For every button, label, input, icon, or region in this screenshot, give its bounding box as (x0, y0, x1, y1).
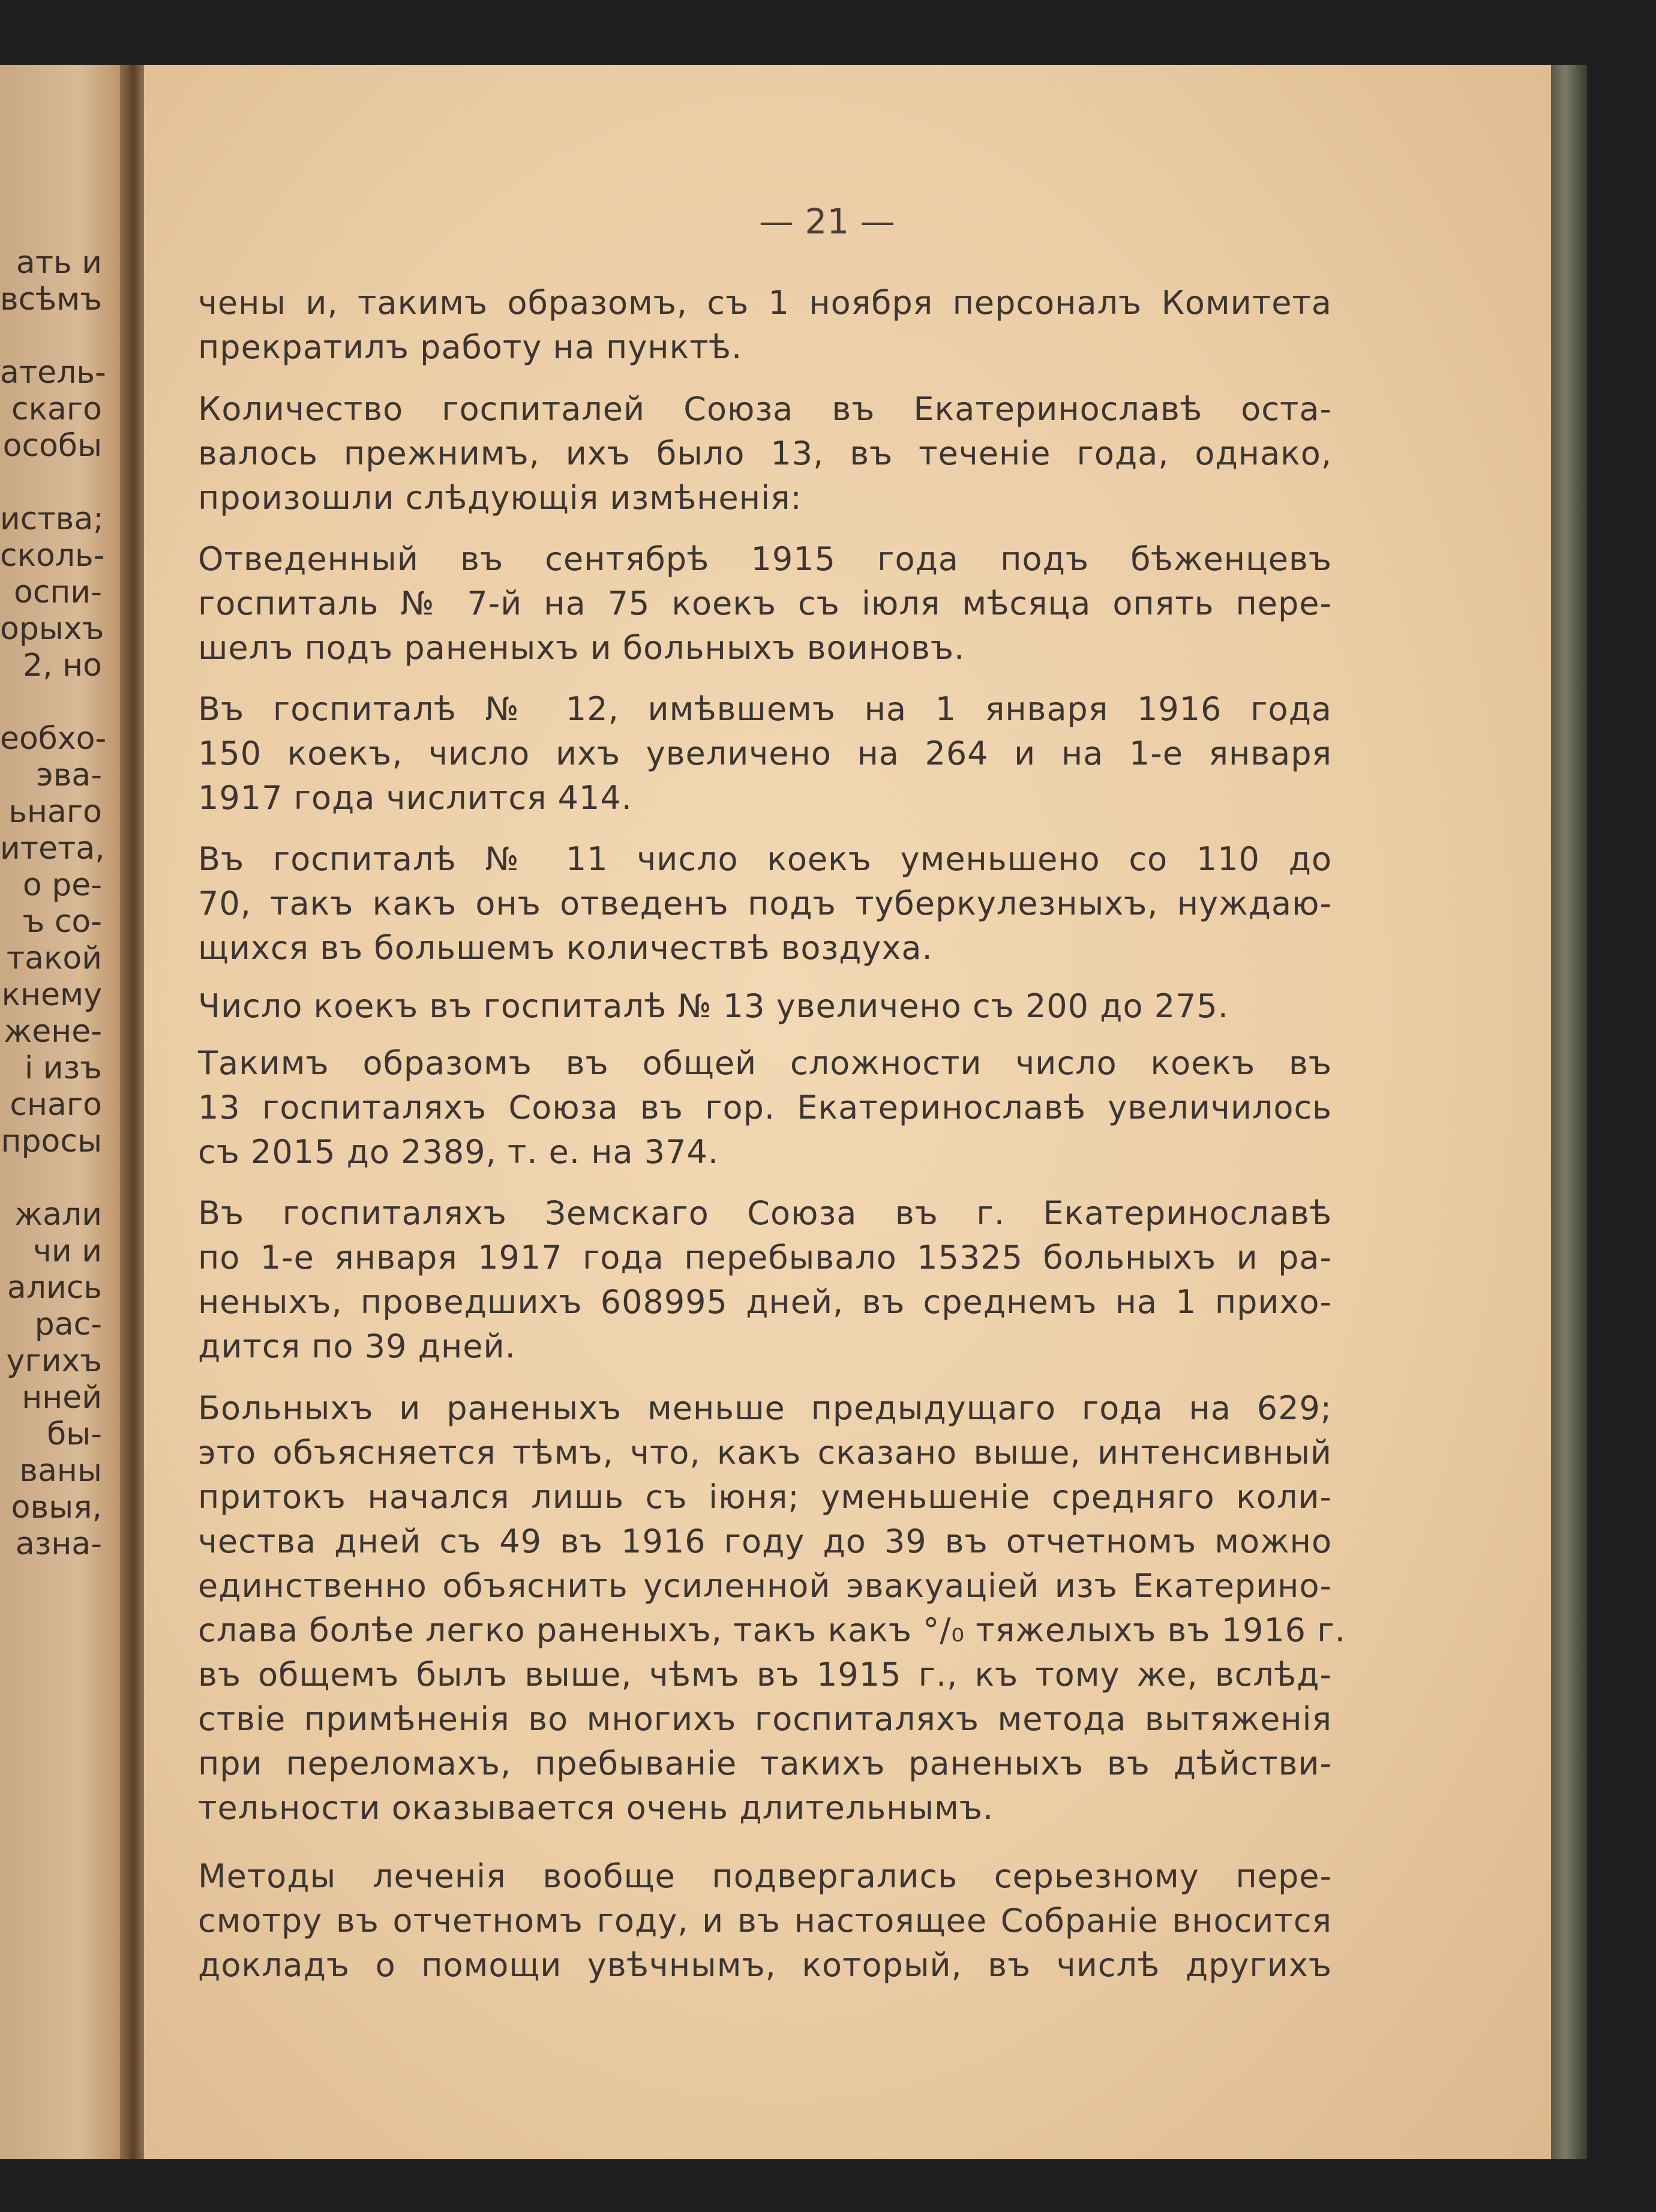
page-number: — 21 — (759, 201, 895, 242)
facing-page-fragment: ъ со- (22, 904, 102, 940)
text-line: съ 2015 до 2389, т. е. на 374. (198, 1133, 719, 1171)
facing-page-fragment: оспи- (14, 574, 102, 610)
text-line: произошли слѣдующія измѣненія: (198, 479, 802, 517)
paragraph (198, 1386, 1346, 1830)
facing-page-fragment: ать и (16, 245, 102, 281)
text-line: госпиталь № 7-й на 75 коекъ съ іюля мѣсяца опять пере- (198, 585, 1332, 622)
text-line: Въ госпиталяхъ Земскаго Союза въ г. Екатеринославѣ (198, 1194, 1332, 1232)
text-line: 1917 года числится 414. (198, 779, 632, 817)
facing-page-fragment: чи и (33, 1233, 102, 1269)
text-line: 13 госпиталяхъ Союза въ гор. Екатеринославѣ увеличилось (198, 1089, 1332, 1126)
paragraph (198, 387, 1332, 520)
text-line: это объясняется тѣмъ, что, какъ сказано выше, интенсивный (198, 1434, 1332, 1471)
facing-page-fragment: ваны (19, 1453, 102, 1489)
facing-page-fragment: эва- (36, 757, 102, 793)
text-line: притокъ начался лишь съ іюня; уменьшеніе средняго коли- (198, 1478, 1332, 1516)
text-line: смотру въ отчетномъ году, и въ настоящее Собраніе вносится (198, 1902, 1332, 1940)
facing-page-fragment: о ре- (22, 867, 102, 903)
facing-page-fragment: иства; (0, 501, 104, 537)
text-line: по 1-е января 1917 года перебывало 15325 больныхъ и ра- (198, 1239, 1332, 1276)
text-line: шелъ подъ раненыхъ и больныхъ воиновъ. (198, 629, 965, 667)
text-line: чены и, такимъ образомъ, съ 1 ноября персоналъ Комитета (198, 284, 1332, 322)
facing-page-fragment: сколь- (0, 538, 105, 574)
text-line: единственно объяснить усиленной эвакуаціей изъ Екатерино- (198, 1567, 1332, 1605)
facing-page-fragment: ались (7, 1270, 102, 1306)
paragraph (198, 1854, 1332, 1988)
facing-page-fragment: овыя, (11, 1489, 102, 1525)
facing-page-fragment: жали (14, 1197, 102, 1233)
paragraph (198, 984, 1332, 1029)
text-line: Такимъ образомъ въ общей сложности число коекъ въ (198, 1044, 1332, 1082)
facing-page-fragment: ьнаго (8, 794, 102, 830)
text-line: при переломахъ, пребываніе такихъ раненыхъ въ дѣйстви- (198, 1745, 1332, 1782)
paragraph (198, 1191, 1332, 1369)
text-line: дится по 39 дней. (198, 1327, 516, 1365)
text-line: неныхъ, проведшихъ 608995 дней, въ среднемъ на 1 прихо- (198, 1283, 1332, 1321)
facing-page-fragment: бы- (47, 1416, 102, 1452)
facing-page-fragment: особы (2, 428, 102, 464)
text-line: въ общемъ былъ выше, чѣмъ въ 1915 г., къ тому же, вслѣд- (198, 1656, 1332, 1694)
facing-page-fragment: азна- (15, 1526, 102, 1562)
text-line: Въ госпиталѣ № 11 число коекъ уменьшено со 110 до (198, 840, 1332, 878)
facing-page-fragment: скаго (11, 391, 102, 427)
facing-page-fragment: угихъ (6, 1343, 102, 1379)
facing-page-fragment: снаго (10, 1087, 102, 1123)
text-line: прекратилъ работу на пунктѣ. (198, 328, 743, 366)
paragraph (198, 1041, 1332, 1174)
facing-page-fragment: орыхъ (0, 611, 104, 647)
text-line: слава болѣе легко раненыхъ, такъ какъ °/₀ тяжелыхъ въ 1916 г. (198, 1611, 1346, 1649)
text-line: Число коекъ въ госпиталѣ № 13 увеличено съ 200 до 275. (198, 987, 1229, 1025)
text-line: Отведенный въ сентябрѣ 1915 года подъ бѣженцевъ (198, 540, 1332, 578)
facing-page-fragment: просы (1, 1123, 102, 1159)
text-line: Методы леченія вообще подвергались серьезному пере- (198, 1857, 1332, 1895)
paragraph (198, 281, 1332, 370)
text-line: ствіе примѣненія во многихъ госпиталяхъ метода вытяженія (198, 1700, 1332, 1738)
text-line: Больныхъ и раненыхъ меньше предыдущаго года на 629; (198, 1389, 1332, 1427)
paragraph (198, 837, 1332, 970)
paragraph (198, 537, 1332, 670)
facing-page-fragment: нней (22, 1380, 102, 1416)
facing-page-fragment: атель- (0, 355, 106, 391)
facing-page-fragment: і изъ (24, 1050, 102, 1086)
text-line: Въ госпиталѣ № 12, имѣвшемъ на 1 января 1916 года (198, 690, 1332, 728)
text-line: докладъ о помощи увѣчнымъ, который, въ числѣ другихъ (198, 1946, 1332, 1984)
text-line: валось прежнимъ, ихъ было 13, въ теченіе года, однако, (198, 434, 1332, 472)
text-line: 70, такъ какъ онъ отведенъ подъ туберкулезныхъ, нуждаю- (198, 885, 1332, 922)
facing-page-fragment: всѣмъ (0, 281, 103, 317)
facing-page-fragment: 2, но (23, 648, 102, 684)
text-line: Количество госпиталей Союза въ Екатеринославѣ оста- (198, 390, 1332, 428)
facing-page-fragment: рас- (34, 1306, 102, 1342)
text-line: 150 коекъ, число ихъ увеличено на 264 и на 1-е января (198, 735, 1332, 772)
text-line: тельности оказывается очень длительнымъ. (198, 1789, 994, 1827)
paragraph (198, 687, 1332, 820)
page-edge-stack (1551, 65, 1587, 2159)
facing-page-fragment: такой (6, 940, 102, 976)
facing-page-fragment: кнему (1, 977, 102, 1013)
facing-page-fragment: итета, (0, 831, 105, 867)
facing-page-fragment: еобхо- (0, 721, 107, 757)
text-line: щихся въ большемъ количествѣ воздуха. (198, 929, 933, 967)
text-line: чества дней съ 49 въ 1916 году до 39 въ отчетномъ можно (198, 1522, 1332, 1560)
facing-page-fragment: жене- (4, 1014, 102, 1050)
